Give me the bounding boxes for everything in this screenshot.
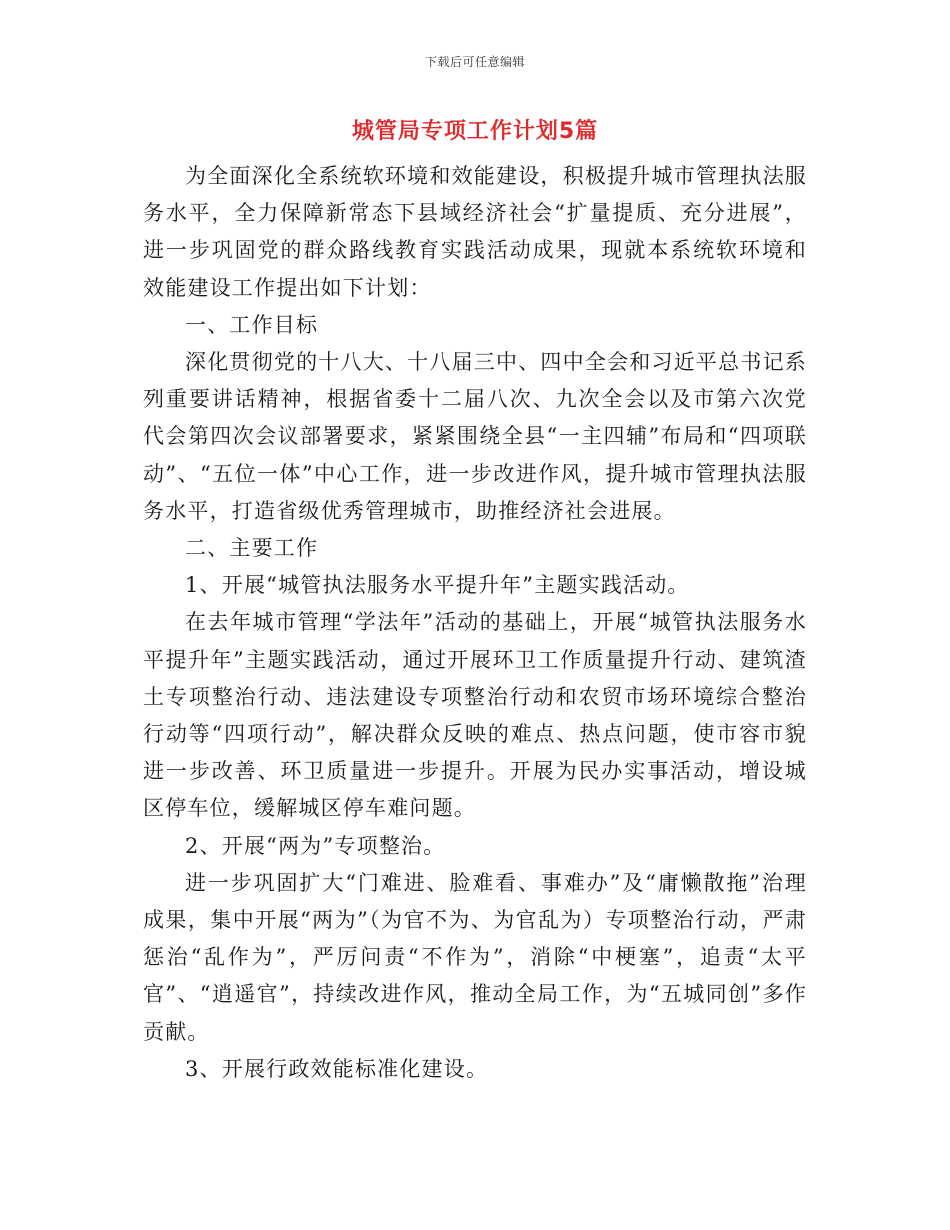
- subheading-item-3: 3、开展行政效能标准化建设。: [185, 1056, 489, 1081]
- document-title: 城管局专项工作计划5篇: [351, 119, 599, 144]
- subheading-item-2: 2、开展“两为”专项整治。: [185, 833, 446, 858]
- heading-main-work: 二、主要工作: [185, 536, 319, 561]
- paragraph-goals: 深化贯彻党的十八大、十八届三中、四中全会和习近平总书记系列重要讲话精神，根据省委十二届八次、九次全会以及市第六次党代会第四次会议部署要求，紧紧围绕全县“一主四辅”布局和“四项联动”、“五位一体”中心工作，进一步改进作风，提升城市管理执法服务水平，打造省级优秀管理城市，助推经济社会进展。: [143, 350, 807, 523]
- paragraph-item-2: 进一步巩固扩大“门难进、脸难看、事难办”及“庸懒散拖”治理成果，集中开展“两为”（为官不为、为官乱为）专项整治行动，严肃惩治“乱作为”，严厉问责“不作为”，消除“中梗塞”，追责“太平官”、“逍遥官”，持续改进作风，推动全局工作，为“五城同创”多作贡献。: [143, 870, 807, 1044]
- paragraph-item-1: 在去年城市管理“学法年”活动的基础上，开展“城管执法服务水平提升年”主题实践活动，通过开展环卫工作质量提升行动、建筑渣土专项整治行动、违法建设专项整治行动和农贸市场环境综合整治行动等“四项行动”，解决群众反映的难点、热点问题，使市容市貌进一步改善、环卫质量进一步提升。开展为民办实事活动，增设城区停车位，缓解城区停车难问题。: [143, 610, 807, 821]
- document-body: [143, 158, 807, 1088]
- subheading-item-1: 1、开展“城管执法服务水平提升年”主题实践活动。: [185, 573, 690, 598]
- heading-work-goals: 一、工作目标: [185, 312, 319, 337]
- header-note: 下载后可任意编辑: [424, 55, 525, 69]
- paragraph-intro: 为全面深化全系统软环境和效能建设，积极提升城市管理执法服务水平，全力保障新常态下县域经济社会“扩量提质、充分进展”，进一步巩固党的群众路线教育实践活动成果，现就本系统软环境和效能建设工作提出如下计划：: [143, 164, 807, 300]
